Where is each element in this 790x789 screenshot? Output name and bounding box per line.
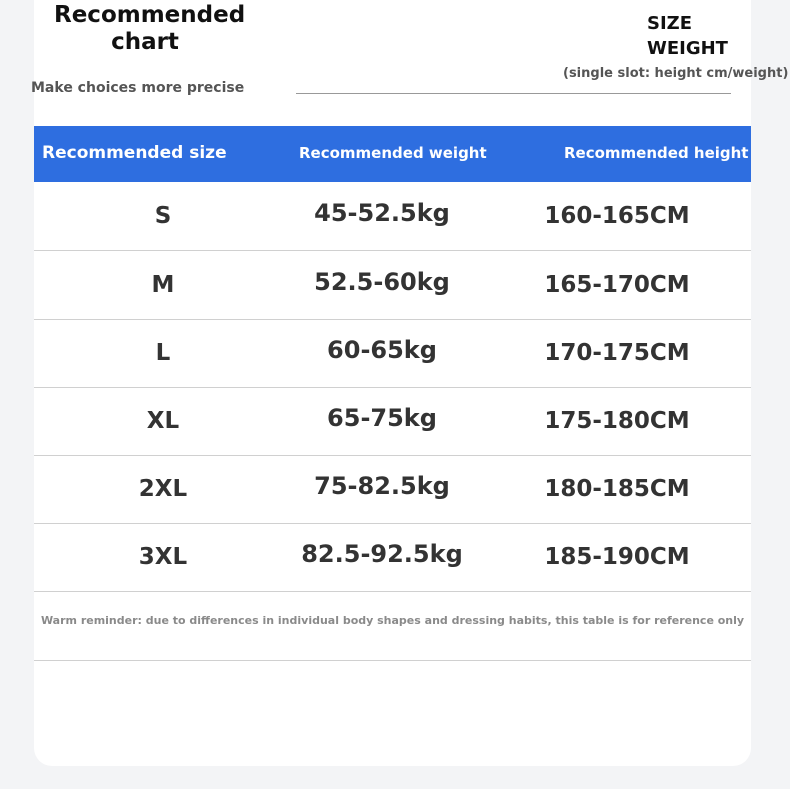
weight-label: WEIGHT [647, 38, 728, 59]
size-chart-card [31, 0, 789, 766]
slot-note: (single slot: height cm/weight) [563, 66, 789, 81]
height-cell: 175-180CM [544, 408, 690, 434]
table-header [34, 126, 751, 182]
table-row [34, 455, 751, 524]
height-cell: 185-190CM [544, 544, 690, 570]
table-row [34, 387, 751, 456]
column-header-weight: Recommended weight [299, 144, 487, 162]
size-cell: M [151, 272, 175, 298]
size-weight-label [647, 11, 728, 61]
height-cell: 170-175CM [544, 340, 690, 366]
chart-title-line-1: Recommended [54, 2, 246, 28]
size-cell: 3XL [138, 544, 188, 570]
height-cell: 180-185CM [544, 476, 690, 502]
chart-subtitle: Make choices more precise [31, 80, 245, 96]
weight-cell: 52.5-60kg [314, 268, 450, 296]
weight-cell: 82.5-92.5kg [301, 540, 463, 568]
column-header-size: Recommended size [42, 143, 227, 163]
size-cell: XL [146, 408, 180, 434]
size-cell: S [154, 203, 172, 229]
height-cell: 165-170CM [544, 272, 690, 298]
size-cell: 2XL [138, 476, 188, 502]
table-row [34, 182, 751, 251]
size-cell: L [155, 340, 171, 366]
reminder-row [34, 591, 751, 661]
table-row [34, 319, 751, 388]
reminder-text: Warm reminder: due to differences in individual body shapes and dressing habits, this table is for reference only [40, 614, 745, 627]
header-divider [296, 93, 731, 94]
chart-title-line-2: chart [111, 29, 179, 55]
table-row [34, 251, 751, 320]
size-label: SIZE [647, 13, 693, 34]
weight-cell: 45-52.5kg [314, 199, 450, 227]
weight-cell: 60-65kg [327, 336, 437, 364]
chart-title [54, 2, 246, 56]
weight-cell: 75-82.5kg [314, 472, 450, 500]
height-cell: 160-165CM [544, 203, 690, 229]
column-header-height: Recommended height [564, 144, 749, 162]
table-row [34, 523, 751, 592]
weight-cell: 65-75kg [327, 404, 437, 432]
